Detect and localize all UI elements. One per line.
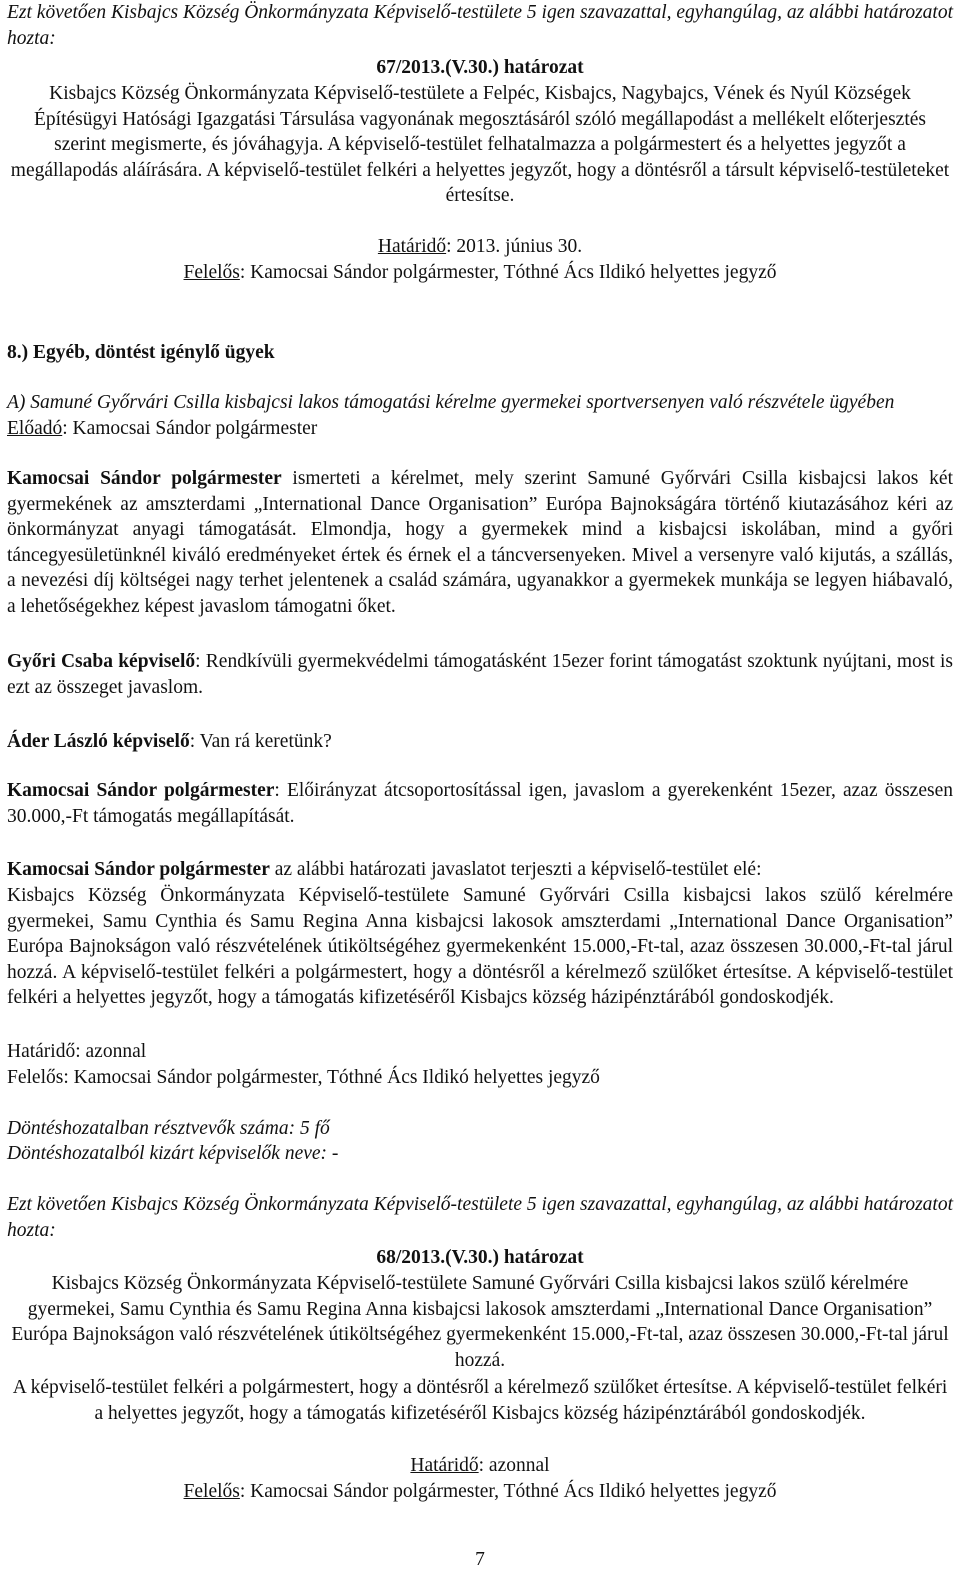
resolution-67-body-b: A képviselő-testület felhatalmazza a polgármestert és a helyettes jegyzőt a megállapodás aláírására. bbox=[10, 134, 906, 181]
deadline-label: Határidő bbox=[410, 1455, 479, 1476]
presenter-label: Előadó bbox=[7, 418, 63, 439]
proposal-deadline: Határidő: azonnal bbox=[7, 1041, 147, 1062]
section-title: Egyéb, döntést igénylő ügyek bbox=[33, 342, 275, 363]
vote-participants: Döntéshozatalban résztvevők száma: 5 fő bbox=[7, 1118, 330, 1139]
speech-text: : Van rá keretünk? bbox=[189, 731, 332, 752]
resolution-68-body-1: Kisbajcs Község Önkormányzata Képviselő-testülete Samuné Győrvári Csilla kisbajcsi lakos szülő kérelmére gyermekei, Samu Cynthia és Samu Regina Anna kisbajcsi lakosok amszterdami „International Dance Organisation” Európa Bajnokságon való részvételének útiköltségéhez gyermekenként 15.000,-Ft-tal, azaz összesen 30.000,-Ft-tal járul hozzá. bbox=[11, 1273, 949, 1371]
minutes-paragraph-1 bbox=[7, 466, 953, 620]
speaker-name: Kamocsai Sándor polgármester bbox=[7, 780, 275, 801]
resolution-67-title: 67/2013.(V.30.) határozat bbox=[376, 57, 584, 78]
resolution-67-body bbox=[7, 81, 953, 209]
speaker-name: Kamocsai Sándor polgármester bbox=[7, 468, 282, 489]
lead-text: az alábbi határozati javaslatot terjeszti a képviselő-testület elé: bbox=[269, 859, 762, 880]
resolution-67-body-a: Kisbajcs Község Önkormányzata Képviselő-testülete a Felpéc, Kisbajcs, Nagybajcs, Vének és Nyúl Községek Építésügyi Hatósági Igazgatási Társulása vagyonának megosztásáról szóló megállapodást a mellékelt előterjesztés szerint megismerte, és jóváhagyja. bbox=[33, 83, 926, 156]
responsible-label: Felelős bbox=[183, 1481, 240, 1502]
resolution-68-responsible bbox=[7, 1479, 953, 1505]
section-heading bbox=[7, 340, 953, 366]
resolution-67-deadline bbox=[7, 234, 953, 260]
section-number: 8.) bbox=[7, 342, 29, 363]
intro-statement-2: Ezt követően Kisbajcs Község Önkormányzata Képviselő-testülete 5 igen szavazattal, egyhangúlag, az alábbi határozatot hozta: bbox=[7, 1194, 954, 1241]
subsection-title: A) Samuné Győrvári Csilla kisbajcsi lakos támogatási kérelme gyermekei sportversenyen való részvétele ügyében bbox=[7, 392, 895, 413]
resolution-68-title: 68/2013.(V.30.) határozat bbox=[376, 1247, 584, 1268]
speech-text: ismerteti a kérelmet, mely szerint Samuné Győrvári Csilla kisbajcsi lakos két gyermekének az amszterdami „International Dance Organisation” Európa Bajnokságára történő kiutazásához kéri az önkormányzat anyagi támogatását. Elmondja, hogy a gyermekek mind a kisbajcsi iskolában, mind a győri táncegyesületünknél kiváló eredményeket értek és érnek el a táncversenyeken. Mivel a versenyre való kijutás, a szállás, a nevezési díj költségei nagy terhet jelentenek a család számára, ugyanakkor a gyermekek munkája se legyen hiábavaló, a lehetőségekhez képest javaslom támogatni őket. bbox=[7, 468, 953, 617]
vote-excluded: Döntéshozatalból kizárt képviselők neve: - bbox=[7, 1143, 339, 1164]
speaker-name: Győri Csaba képviselő bbox=[7, 651, 196, 672]
presenter-value: : Kamocsai Sándor polgármester bbox=[62, 418, 318, 439]
speech-text: : Rendkívüli gyermekvédelmi támogatásként 15ezer forint támogatást szoktunk nyújtani, most is ezt az összeget javaslom. bbox=[7, 651, 953, 698]
proposal-responsible: Felelős: Kamocsai Sándor polgármester, Tóthné Ács Ildikó helyettes jegyző bbox=[7, 1067, 600, 1088]
minutes-paragraph-3 bbox=[7, 729, 953, 755]
deadline-value: : 2013. június 30. bbox=[446, 236, 583, 257]
deadline-label: Határidő bbox=[377, 236, 447, 257]
speaker-name: Kamocsai Sándor polgármester bbox=[7, 859, 270, 880]
proposal-text: Kisbajcs Község Önkormányzata Képviselő-testülete Samuné Győrvári Csilla kisbajcsi lakos szülő kérelmére gyermekei, Samu Cynthia és Samu Regina Anna kisbajcsi lakosok amszterdami „International Dance Organisation” Európa Bajnokságon való részvételének útiköltségéhez gyermekenként 15.000,-Ft-tal, azaz összesen 30.000,-Ft-tal járul hozzá. A képviselő-testület felkéri a polgármestert, hogy a döntésről a kérelmező szülőket értesítse. A képviselő-testület felkéri a helyettes jegyzőt, hogy a támogatás kifizetéséről Kisbajcs község házipénztárából gondoskodjék. bbox=[7, 885, 953, 1009]
resolution-68-deadline bbox=[7, 1453, 953, 1479]
minutes-paragraph-2 bbox=[7, 649, 953, 700]
responsible-value: : Kamocsai Sándor polgármester, Tóthné Ács Ildikó helyettes jegyző bbox=[239, 262, 777, 283]
resolution-67-responsible bbox=[7, 260, 953, 286]
responsible-label: Felelős bbox=[183, 262, 240, 283]
deadline-value: : azonnal bbox=[478, 1455, 550, 1476]
resolution-68-body-2: A képviselő-testület felkéri a polgármestert, hogy a döntésről a kérelmező szülőket értesítse. A képviselő-testület felkéri a helyettes jegyzőt, hogy a támogatás kifizetéséről Kisbajcs község házipénztárából gondoskodjék. bbox=[12, 1377, 948, 1424]
presenter-line bbox=[7, 416, 953, 442]
speech-text: : Előirányzat átcsoportosítással igen, javaslom a gyerekenként 15ezer, azaz összesen 30.000,-Ft támogatás megállapítását. bbox=[7, 780, 953, 827]
resolution-67-body-c: A képviselő-testület felkéri a helyettes jegyzőt, hogy a döntésről a társult képviselő-testületeket értesítse. bbox=[206, 159, 950, 207]
page-number: 7 bbox=[475, 1549, 485, 1570]
intro-statement-1: Ezt követően Kisbajcs Község Önkormányzata Képviselő-testülete 5 igen szavazattal, egyhangúlag, az alábbi határozatot hozta: bbox=[7, 2, 954, 49]
minutes-paragraph-5-lead bbox=[7, 857, 953, 883]
responsible-value: : Kamocsai Sándor polgármester, Tóthné Ács Ildikó helyettes jegyző bbox=[239, 1481, 777, 1502]
minutes-paragraph-4 bbox=[7, 778, 953, 829]
speaker-name: Áder László képviselő bbox=[7, 731, 190, 752]
